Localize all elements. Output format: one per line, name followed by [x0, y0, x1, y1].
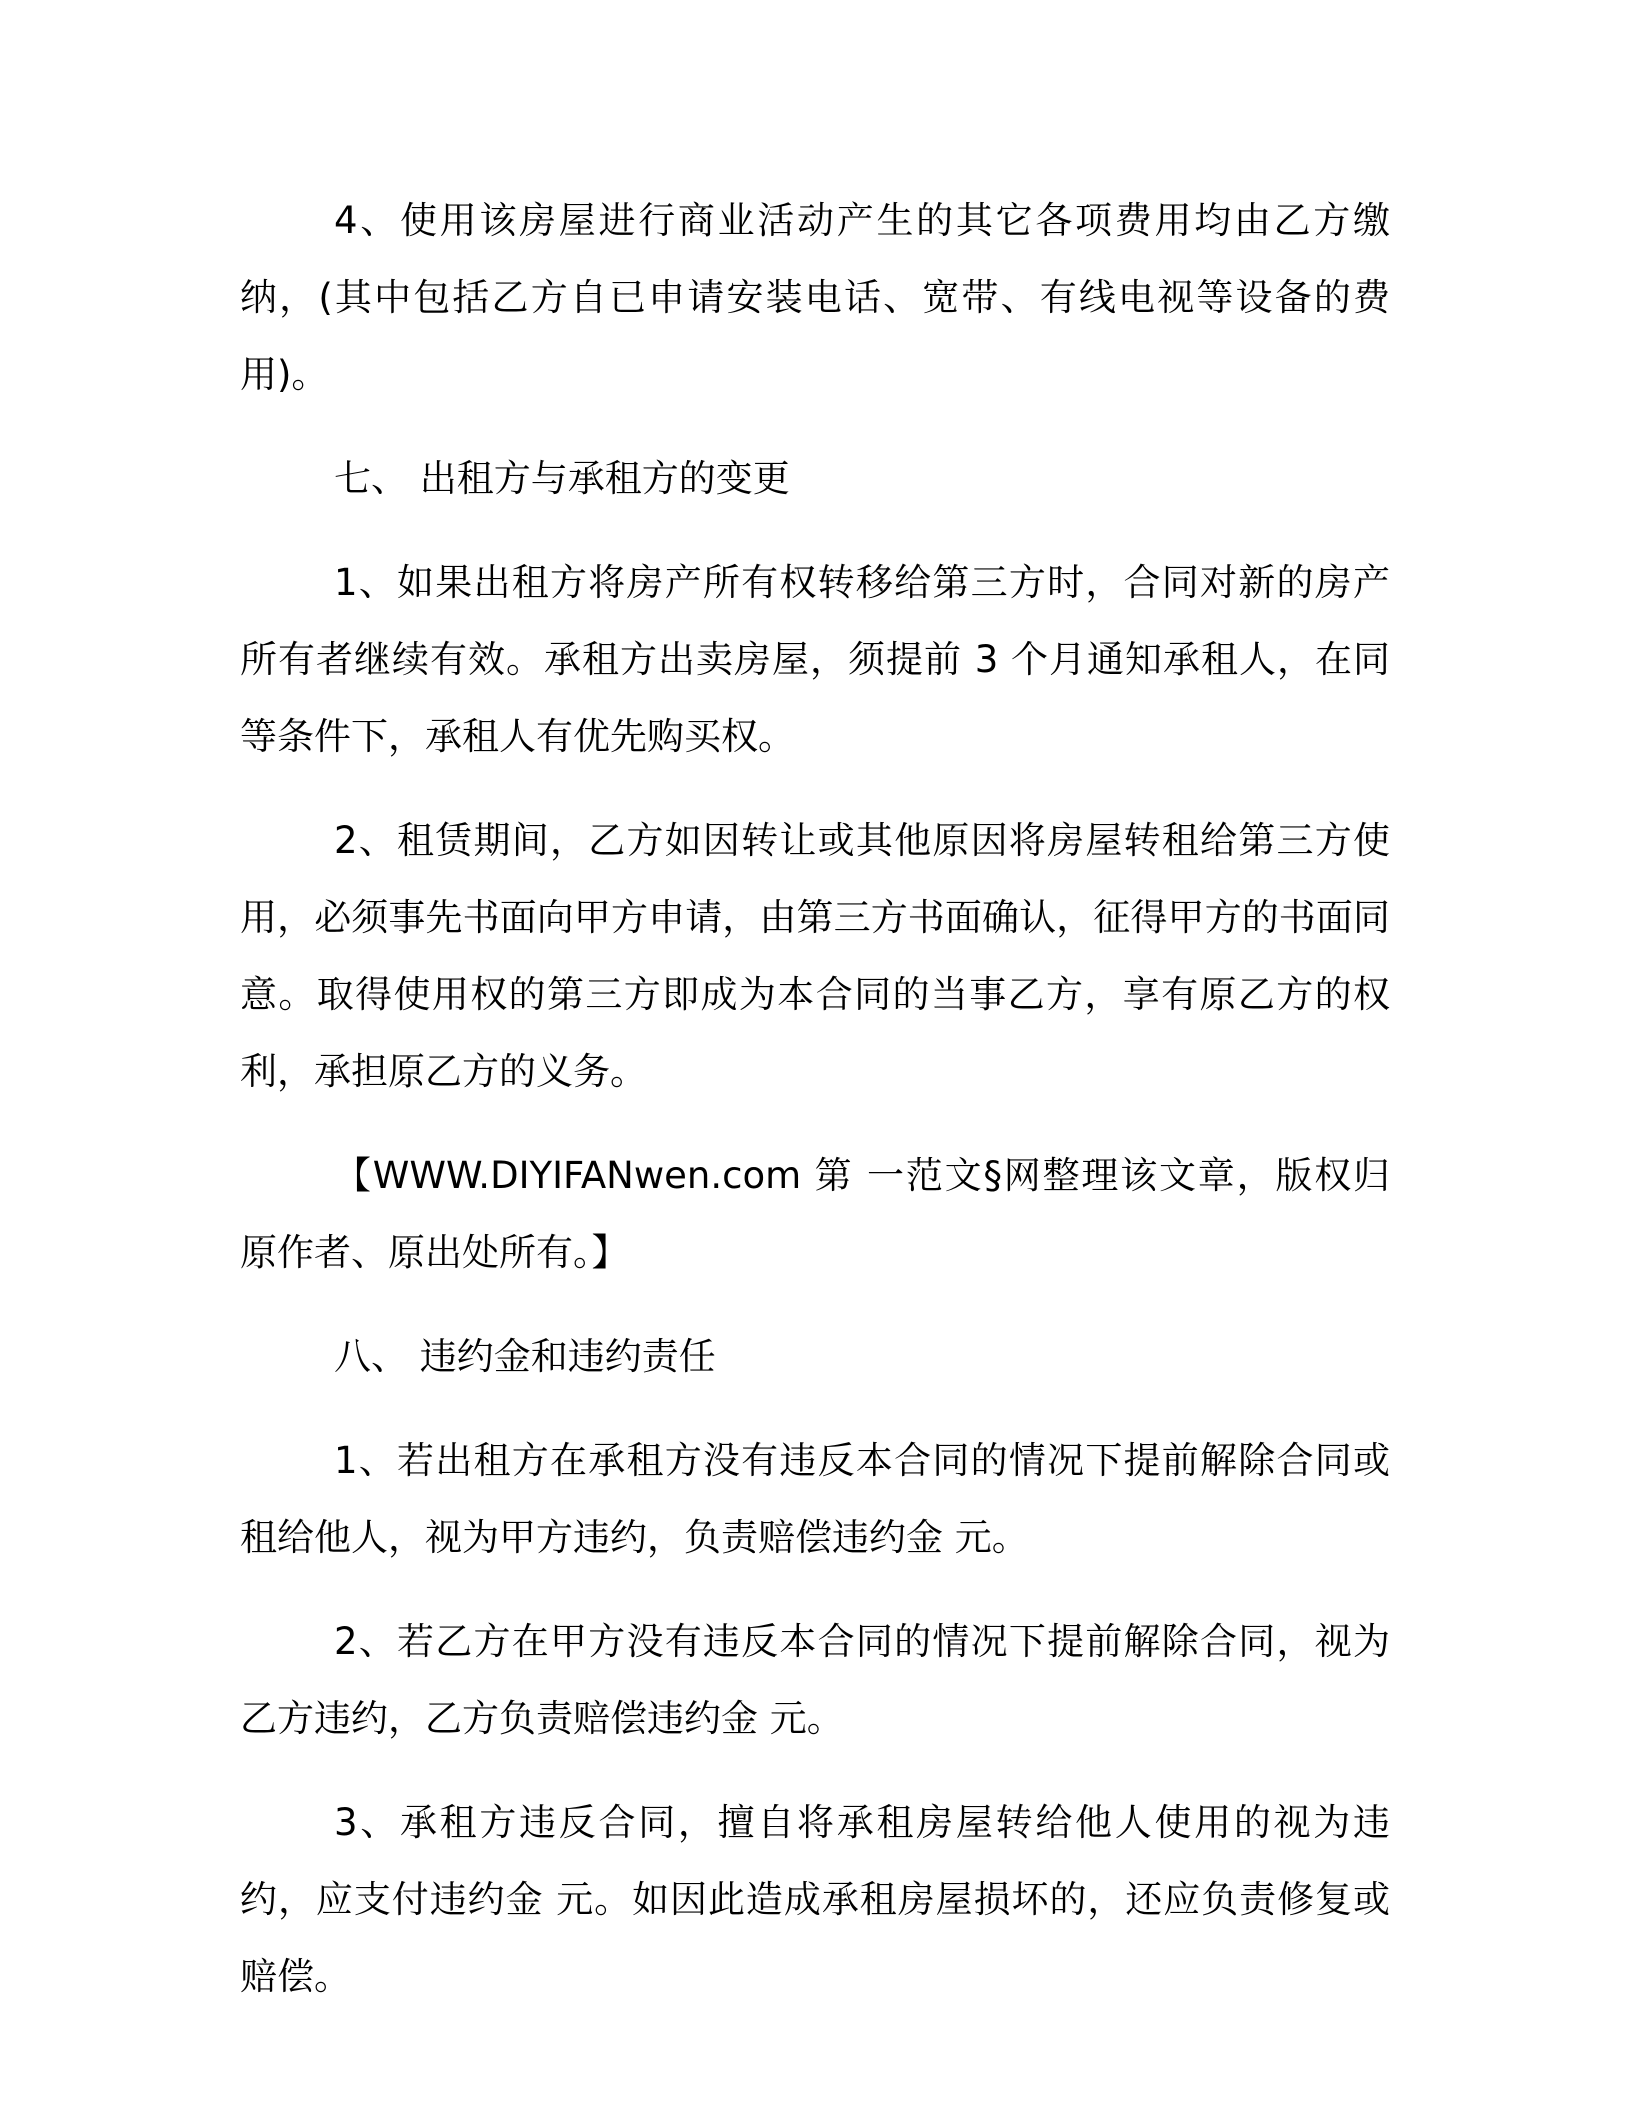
clause-7-1: 1、如果出租方将房产所有权转移给第三方时，合同对新的房产所有者继续有效。承租方出卖房屋，须提前 3 个月通知承租人，在同等条件下，承租人有优先购买权。: [240, 561, 1390, 758]
source-notice: 【WWW.DIYIFANwen.com 第 一范文§网整理该文章，版权归原作者、原出处所有。】: [240, 1154, 1390, 1274]
clause-8-2: 2、若乙方在甲方没有违反本合同的情况下提前解除合同，视为乙方违约，乙方负责赔偿违约金 元。: [240, 1620, 1390, 1740]
clause-7-2: 2、租赁期间，乙方如因转让或其他原因将房屋转租给第三方使用，必须事先书面向甲方申请，由第三方书面确认，征得甲方的书面同意。取得使用权的第三方即成为本合同的当事乙方，享有原乙方的权利，承担原乙方的义务。: [240, 819, 1390, 1093]
clause-8-3: 3、承租方违反合同，擅自将承租房屋转给他人使用的视为违约，应支付违约金 元。如因此造成承租房屋损坏的，还应负责修复或赔偿。: [240, 1801, 1390, 1998]
document-body: [240, 182, 1390, 2042]
section-7-heading: 七、 出租方与承租方的变更: [334, 457, 790, 500]
clause-6-4: 4、使用该房屋进行商业活动产生的其它各项费用均由乙方缴纳，(其中包括乙方自已申请安装电话、宽带、有线电视等设备的费用)。: [240, 199, 1390, 396]
clause-8-1: 1、若出租方在承租方没有违反本合同的情况下提前解除合同或租给他人，视为甲方违约，负责赔偿违约金 元。: [240, 1439, 1390, 1559]
section-8-heading: 八、 违约金和违约责任: [334, 1335, 716, 1378]
